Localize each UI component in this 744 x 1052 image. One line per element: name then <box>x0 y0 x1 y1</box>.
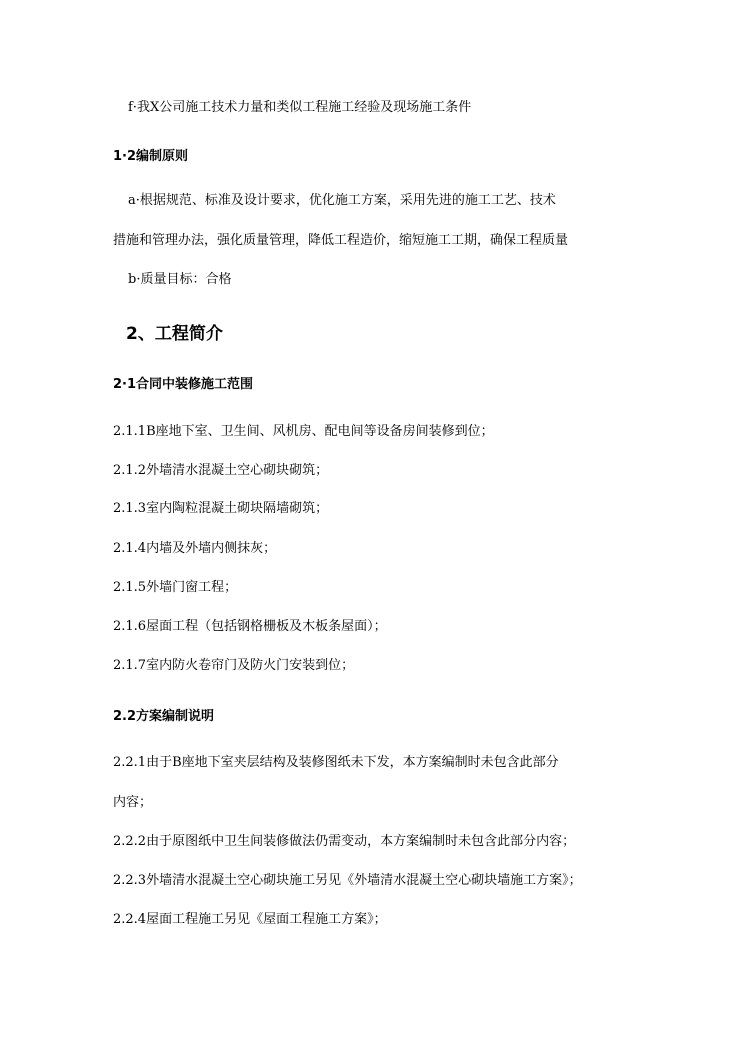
section-heading-1-2: 1·2编制原则 <box>113 149 189 164</box>
chapter-heading-2: 2、工程简介 <box>126 324 223 344</box>
item-2-1-6: 2.1.6屋面工程（包括钢格栅板及木板条屋面）； <box>113 619 387 634</box>
item-2-2-4: 2.2.4屋面工程施工另见《屋面工程施工方案》； <box>113 912 387 927</box>
item-2-1-2: 2.1.2外墙清水混凝土空心砌块砌筑； <box>113 463 329 478</box>
item-2-2-3: 2.2.3外墙清水混凝土空心砌块施工另见《外墙清水混凝土空心砌块墙施工方案》； <box>113 873 582 888</box>
item-2-1-4: 2.1.4内墙及外墙内侧抹灰； <box>113 541 277 556</box>
paragraph-a-line-1: a·根据规范、标准及设计要求，优化施工方案，采用先进的施工工艺、技术 <box>128 193 556 208</box>
section-heading-2-1: 2·1合同中装修施工范围 <box>113 377 254 392</box>
list-item-f: f·我X公司施工技术力量和类似工程施工经验及现场施工条件 <box>128 100 472 115</box>
item-2-2-1-line-1: 2.2.1由于B座地下室夹层结构及装修图纸未下发，本方案编制时未包含此部分 <box>113 755 559 770</box>
item-2-1-7: 2.1.7室内防火卷帘门及防火门安装到位； <box>113 658 355 673</box>
item-2-1-5: 2.1.5外墙门窗工程； <box>113 580 238 595</box>
section-heading-2-2: 2.2方案编制说明 <box>113 709 215 724</box>
item-2-2-2: 2.2.2由于原图纸中卫生间装修做法仍需变动，本方案编制时未包含此部分内容； <box>113 834 576 849</box>
item-2-1-3: 2.1.3室内陶粒混凝土砌块隔墙砌筑； <box>113 501 329 516</box>
item-2-1-1: 2.1.1B座地下室、卫生间、风机房、配电间等设备房间装修到位； <box>113 424 494 439</box>
item-2-2-1-line-2: 内容； <box>113 795 153 810</box>
paragraph-a-line-2: 措施和管理办法，强化质量管理，降低工程造价，缩短施工工期，确保工程质量 <box>113 233 569 248</box>
list-item-b: b·质量目标：合格 <box>128 272 232 287</box>
